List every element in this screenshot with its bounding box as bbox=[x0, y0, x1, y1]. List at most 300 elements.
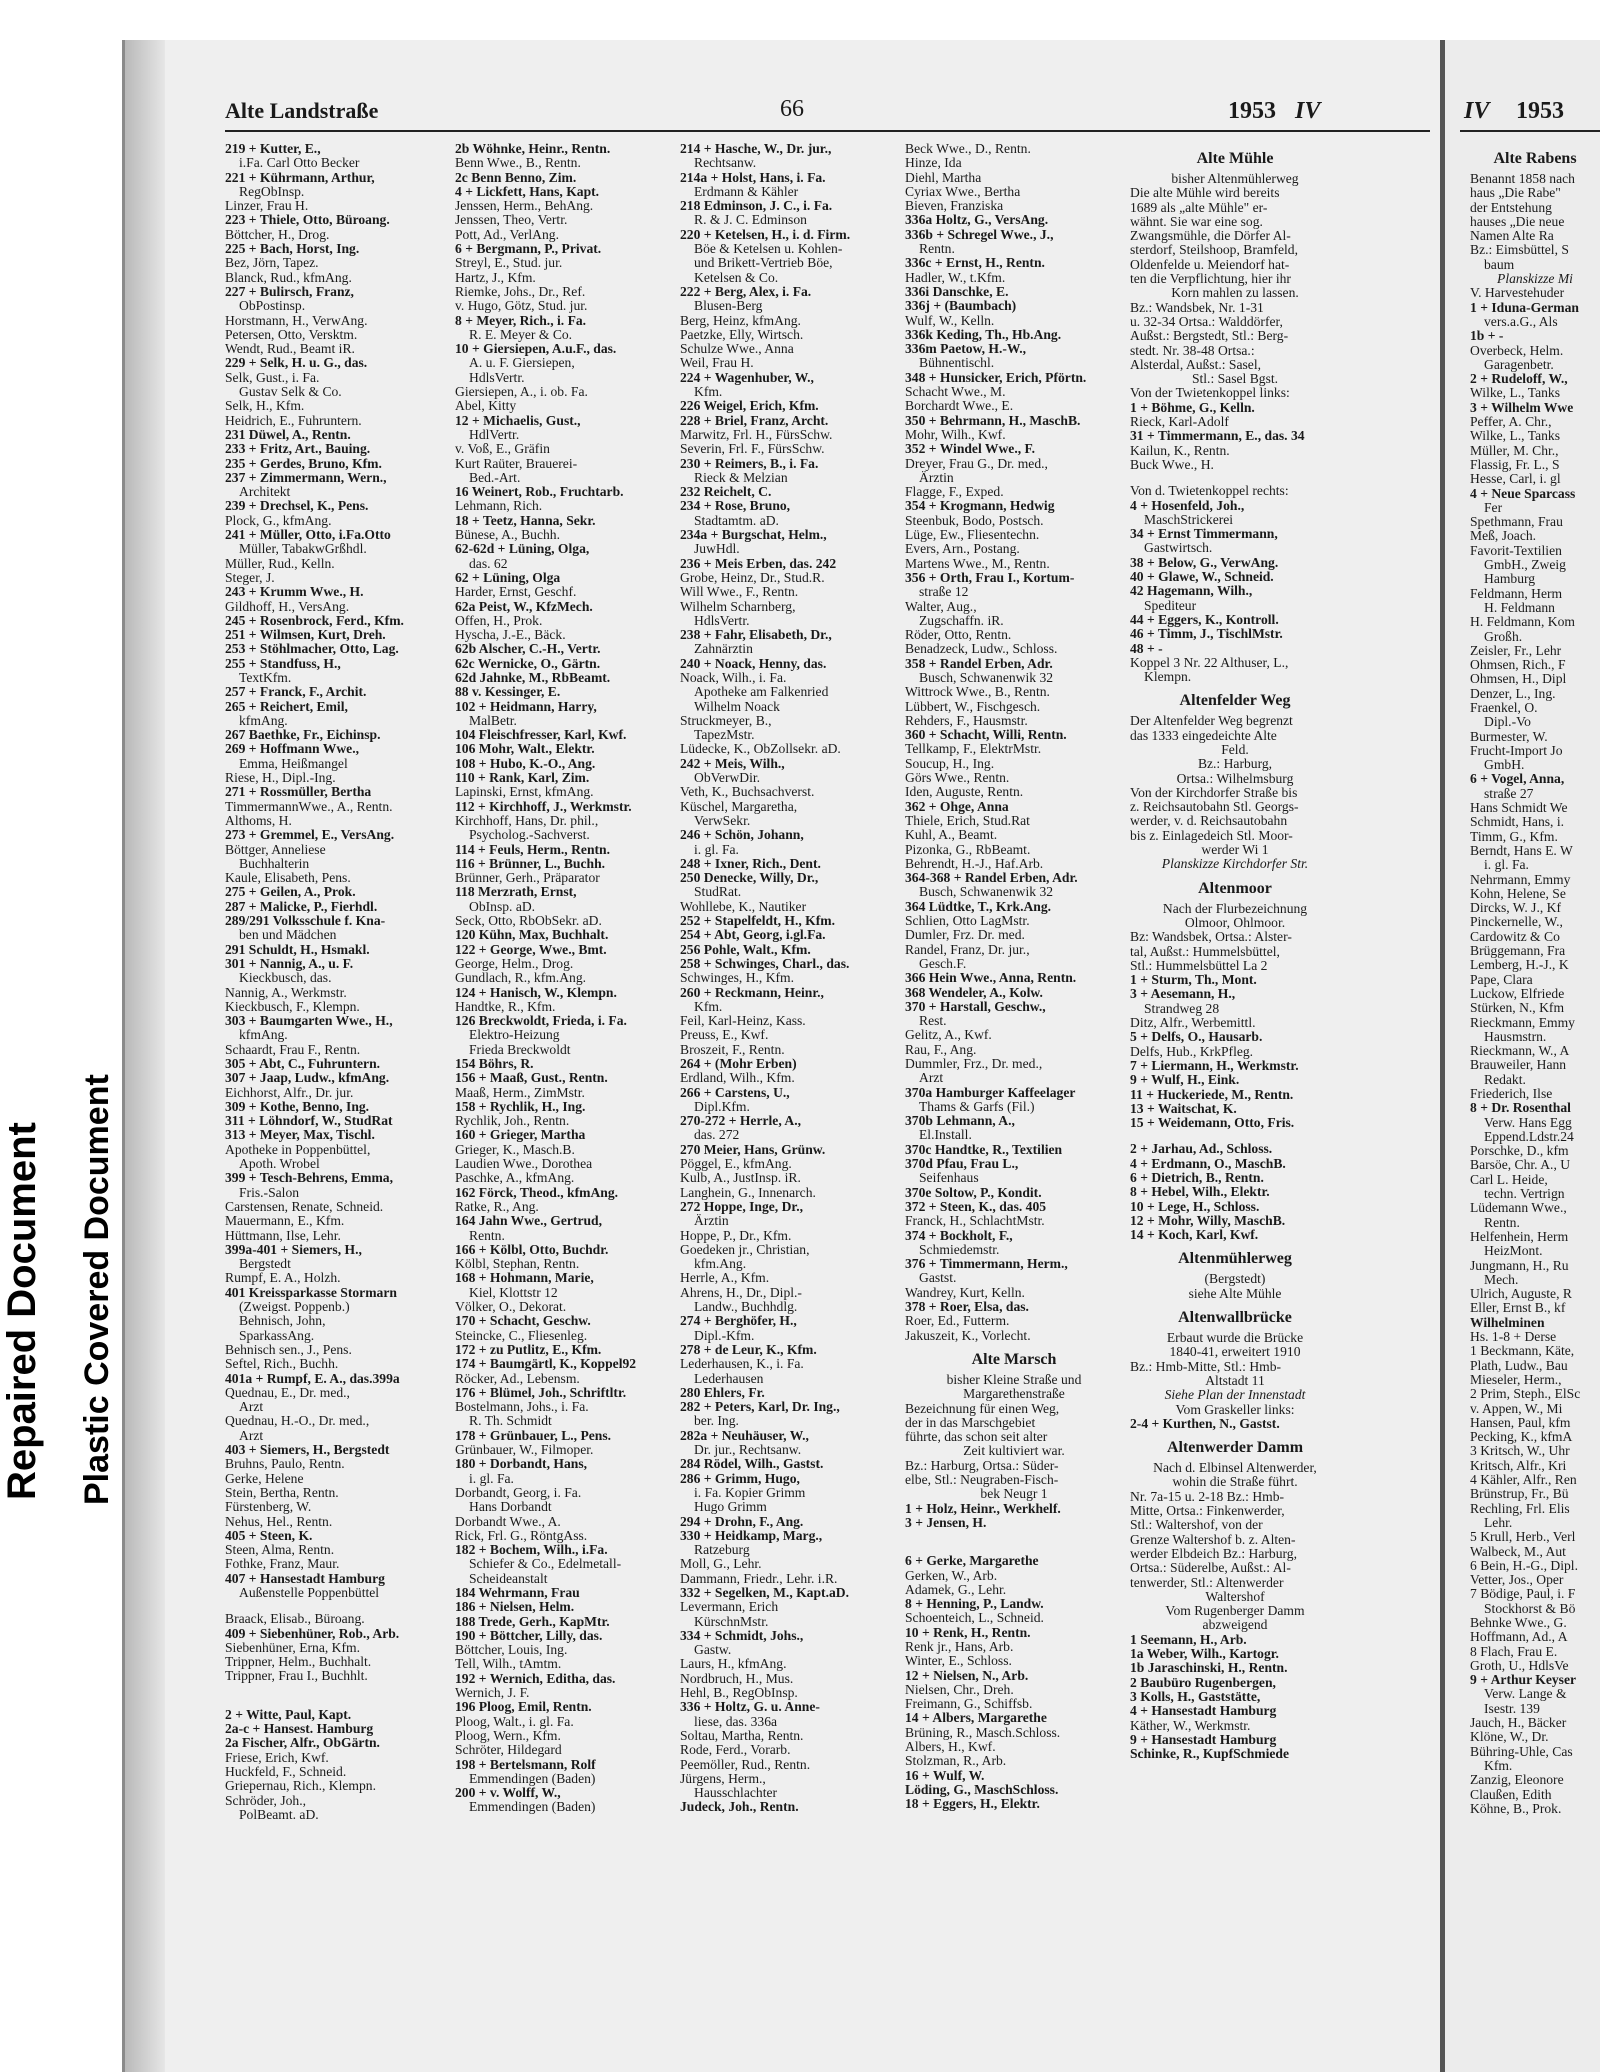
directory-entry: Hugo Grimm bbox=[694, 1500, 767, 1515]
directory-entry: Arzt bbox=[239, 1400, 264, 1415]
directory-entry: i. Fa. Kopier Grimm bbox=[694, 1485, 806, 1500]
directory-entry: 225 + Bach, Horst, Ing. bbox=[225, 242, 360, 257]
directory-entry: 336a Holtz, G., VersAng. bbox=[905, 213, 1049, 228]
directory-entry: Brüggemann, Fra bbox=[1470, 944, 1566, 959]
directory-entry: Erdmann & Kähler bbox=[694, 184, 799, 199]
directory-entry: MalBetr. bbox=[469, 713, 517, 728]
directory-entry: 42 Hagemann, Wilh., bbox=[1130, 584, 1253, 599]
directory-entry: 258 + Schwinges, Charl., das. bbox=[680, 956, 850, 971]
directory-entry: Müller, Rud., Kelln. bbox=[225, 556, 335, 571]
directory-entry: 2 Baubüro Rugenbergen, bbox=[1130, 1675, 1276, 1690]
directory-entry: Nehrmann, Emmy bbox=[1470, 872, 1571, 887]
directory-entry: ObPostinsp. bbox=[239, 299, 306, 314]
street-heading: Altenwerder Damm bbox=[1166, 1439, 1304, 1457]
directory-entry: 40 + Glawe, W., Schneid. bbox=[1130, 570, 1274, 585]
directory-entry: Thams & Garfs (Fil.) bbox=[919, 1099, 1035, 1114]
directory-entry: Brüning, R., Masch.Schloss. bbox=[905, 1725, 1061, 1740]
directory-entry: Ploog, Walt., i. gl. Fa. bbox=[455, 1714, 574, 1729]
directory-entry: 232 Reichelt, C. bbox=[680, 485, 772, 500]
directory-entry: Eppend.Ldstr.24 bbox=[1484, 1129, 1574, 1144]
directory-entry: 4 + Hansestadt Hamburg bbox=[1130, 1704, 1277, 1719]
directory-entry: 2 + Rudeloff, W., bbox=[1470, 372, 1568, 387]
directory-entry: 5 Krull, Herb., Verl bbox=[1470, 1530, 1576, 1545]
directory-entry: Architekt bbox=[239, 485, 291, 500]
directory-entry: Dr. jur., Rechtsanw. bbox=[694, 1443, 802, 1458]
directory-entry: Löding, G., MaschSchloss. bbox=[905, 1782, 1059, 1797]
directory-entry: Laurs, H., kfmAng. bbox=[680, 1657, 787, 1672]
directory-entry: 221 + Kührmann, Arthur, bbox=[225, 170, 375, 185]
spacer bbox=[225, 1600, 443, 1612]
directory-entry: Wernich, J. F. bbox=[455, 1686, 530, 1701]
spacer bbox=[225, 1696, 443, 1708]
directory-entry: Pecking, K., kfmA bbox=[1470, 1430, 1573, 1445]
repaired-document-label: Repaired Document bbox=[0, 1122, 44, 1500]
directory-entry: 218 Edminson, J. C., i. Fa. bbox=[680, 199, 833, 214]
directory-entry: Gastw. bbox=[694, 1643, 732, 1658]
directory-entry: i. gl. Fa. bbox=[694, 842, 739, 857]
directory-entry: 164 Jahn Wwe., Gertrud, bbox=[455, 1214, 603, 1229]
directory-entry: Grünbauer, W., Filmoper. bbox=[455, 1443, 594, 1458]
directory-entry: 378 + Roer, Elsa, das. bbox=[905, 1300, 1029, 1315]
directory-entry: Frieda Breckwoldt bbox=[469, 1042, 571, 1057]
directory-entry: Hinze, Ida bbox=[905, 156, 962, 171]
directory-entry: 220 + Ketelsen, H., i. d. Firm. bbox=[680, 227, 851, 242]
directory-entry: 401 Kreissparkasse Stormarn bbox=[225, 1285, 397, 1300]
directory-entry: Selk, Gust., i. Fa. bbox=[225, 370, 320, 385]
directory-entry: 214 + Hasche, W., Dr. jur., bbox=[680, 142, 832, 156]
directory-entry: Planskizze Kirchdorfer Str. bbox=[1161, 857, 1309, 872]
directory-entry: Böttcher, H., Drog. bbox=[225, 227, 330, 242]
directory-entry: 8 Flach, Frau E. bbox=[1470, 1644, 1558, 1659]
directory-entry: Siebenhüner, Erna, Kfm. bbox=[225, 1640, 360, 1655]
directory-entry: 120 Kühn, Max, Buchhalt. bbox=[455, 928, 609, 943]
directory-entry: Walter, Aug., bbox=[905, 599, 977, 614]
directory-entry: 278 + de Leur, K., Kfm. bbox=[680, 1342, 817, 1357]
directory-entry: 176 + Blümel, Joh., Schriftltr. bbox=[455, 1385, 627, 1400]
directory-entry: 336i Danschke, E. bbox=[905, 284, 1009, 299]
directory-entry: Emmendingen (Baden) bbox=[469, 1800, 596, 1815]
directory-entry: straße 27 bbox=[1484, 786, 1534, 801]
directory-entry: 284 Rödel, Wilh., Gastst. bbox=[680, 1457, 824, 1472]
directory-entry: Blusen-Berg bbox=[694, 299, 763, 314]
directory-entry: 4 Kähler, Alfr., Ren bbox=[1470, 1473, 1577, 1488]
directory-entry: Böttger, Anneliese bbox=[225, 842, 326, 857]
directory-entry: das. 272 bbox=[694, 1128, 740, 1143]
directory-entry: 356 + Orth, Frau I., Kortum- bbox=[905, 570, 1075, 585]
directory-entry: Jenssen, Herm., BehAng. bbox=[455, 199, 594, 214]
directory-entry: werder Wi 1 bbox=[1201, 843, 1269, 858]
directory-entry: 242 + Meis, Wilh., bbox=[680, 756, 785, 771]
directory-entry: Timm, G., Kfm. bbox=[1470, 829, 1558, 844]
directory-entry: v. Voß, E., Gräfin bbox=[455, 442, 550, 457]
directory-entry: Görs Wwe., Rentn. bbox=[905, 771, 1010, 786]
directory-entry: 2-4 + Kurthen, N., Gastst. bbox=[1130, 1416, 1280, 1431]
directory-entry: 44 + Eggers, K., Kontroll. bbox=[1130, 612, 1279, 627]
directory-entry: Psycholog.-Sachverst. bbox=[469, 828, 590, 843]
directory-entry: Die alte Mühle wird bereits bbox=[1130, 186, 1280, 201]
directory-entry: Kuhl, A., Beamt. bbox=[905, 828, 998, 843]
spacer bbox=[225, 1684, 443, 1696]
directory-entry: 154 Böhrs, R. bbox=[455, 1057, 534, 1071]
column-2 bbox=[455, 142, 673, 1815]
directory-entry: (Zweigst. Poppenb.) bbox=[239, 1300, 350, 1315]
directory-entry: Apoth. Wrobel bbox=[239, 1157, 320, 1172]
directory-entry: Claußen, Edith bbox=[1470, 1787, 1552, 1802]
directory-entry: Gerke, Helene bbox=[225, 1471, 304, 1486]
directory-entry: 252 + Stapelfeldt, H., Kfm. bbox=[680, 914, 836, 929]
directory-entry: 10 + Renk, H., Rentn. bbox=[905, 1625, 1031, 1640]
directory-entry: 336 + Holtz, G. u. Anne- bbox=[680, 1700, 820, 1715]
directory-entry: Cyriax Wwe., Bertha bbox=[905, 184, 1021, 199]
header-part-number: IV bbox=[1295, 98, 1321, 124]
directory-entry: 13 + Waitschat, K. bbox=[1130, 1101, 1237, 1116]
directory-entry: Zwangsmühle, die Dörfer Al- bbox=[1130, 229, 1291, 244]
directory-entry: Rechling, Frl. Elis bbox=[1470, 1501, 1570, 1516]
spacer bbox=[1130, 472, 1340, 484]
directory-entry: Schlien, Otto LagMstr. bbox=[905, 914, 1030, 929]
directory-entry: 401a + Rumpf, E. A., das.399a bbox=[225, 1371, 400, 1386]
directory-entry: Rest. bbox=[919, 1014, 947, 1029]
directory-entry: Marwitz, Frl. H., FürsSchw. bbox=[680, 427, 833, 442]
directory-entry: Müller, M. Chr., bbox=[1470, 443, 1559, 458]
directory-entry: Hyscha, J.-E., Bäck. bbox=[455, 628, 566, 643]
directory-entry: Severin, Frl. F., FürsSchw. bbox=[680, 442, 825, 457]
directory-entry: Stürken, N., Kfm bbox=[1470, 1001, 1565, 1016]
directory-entry: haus „Die Rabe" bbox=[1470, 186, 1561, 201]
directory-entry: Bz.: Wandsbek, Nr. 1-31 bbox=[1130, 300, 1264, 315]
directory-entry: 282 + Peters, Karl, Dr. Ing., bbox=[680, 1400, 840, 1415]
directory-entry: 250 Denecke, Willy, Dr., bbox=[680, 871, 819, 886]
directory-entry: 301 + Nannig, A., u. F. bbox=[225, 956, 354, 971]
directory-entry: Brünstrup, Fr., Bü bbox=[1470, 1487, 1569, 1502]
directory-entry: Nannig, A., Werkmstr. bbox=[225, 985, 347, 1000]
directory-entry: Spediteur bbox=[1144, 598, 1197, 613]
directory-entry: Wittrock Wwe., B., Rentn. bbox=[905, 685, 1050, 700]
directory-entry: Ratke, R., Ang. bbox=[455, 1199, 539, 1214]
directory-entry: 253 + Stöhlmacher, Otto, Lag. bbox=[225, 642, 399, 657]
directory-entry: Bz.: Hmb-Mitte, Stl.: Hmb- bbox=[1130, 1359, 1282, 1374]
directory-entry: 289/291 Volksschule f. Kna- bbox=[225, 914, 386, 929]
directory-entry: Overbeck, Helm. bbox=[1470, 343, 1564, 358]
directory-entry: Ohmsen, Rich., F bbox=[1470, 658, 1566, 673]
directory-entry: Horstmann, H., VerwAng. bbox=[225, 313, 368, 328]
directory-entry: 336c + Ernst, H., Rentn. bbox=[905, 256, 1045, 271]
directory-entry: Bostelmann, Johs., i. Fa. bbox=[455, 1400, 589, 1415]
directory-entry: 174 + Baumgärtl, K., Koppel92 bbox=[455, 1357, 637, 1372]
directory-entry: Müller, TabakwGrßhdl. bbox=[239, 542, 367, 557]
directory-entry: 370a Hamburger Kaffeelager bbox=[905, 1085, 1076, 1100]
directory-entry: 270 Meier, Hans, Grünw. bbox=[680, 1142, 826, 1157]
directory-entry: Dammann, Friedr., Lehr. i.R. bbox=[680, 1571, 838, 1586]
directory-entry: Lübbert, W., Fischgesch. bbox=[905, 699, 1041, 714]
street-heading: Alte Rabens bbox=[1493, 150, 1577, 167]
directory-entry: 280 Ehlers, Fr. bbox=[680, 1385, 765, 1400]
directory-entry: 1689 als „alte Mühle" er- bbox=[1130, 200, 1268, 215]
directory-entry: 180 + Dorbandt, Hans, bbox=[455, 1457, 588, 1472]
directory-entry: Lüdemann Wwe., bbox=[1470, 1201, 1567, 1216]
directory-entry: 366 Hein Wwe., Anna, Rentn. bbox=[905, 971, 1077, 986]
directory-entry: ben und Mädchen bbox=[239, 928, 337, 943]
directory-entry: 8 + Hebel, Wilh., Elektr. bbox=[1130, 1185, 1270, 1200]
column-1 bbox=[225, 142, 443, 1822]
spacer bbox=[1130, 1130, 1340, 1142]
directory-entry: Preuss, E., Kwf. bbox=[680, 1028, 769, 1043]
directory-entry: Lapinski, Ernst, kfmAng. bbox=[455, 785, 594, 800]
directory-entry: Steenbuk, Bodo, Postsch. bbox=[905, 513, 1044, 528]
directory-entry: R. Th. Schmidt bbox=[469, 1414, 552, 1429]
directory-entry: 222 + Berg, Alex, i. Fa. bbox=[680, 284, 812, 299]
directory-entry: Der Altenfelder Weg begrenzt bbox=[1130, 714, 1293, 729]
directory-entry: Steincke, C., Fliesenleg. bbox=[455, 1328, 588, 1343]
directory-entry: ber. Ing. bbox=[694, 1414, 739, 1429]
directory-entry: 311 + Löhndorf, W., StudRat bbox=[225, 1114, 393, 1129]
directory-entry: Petersen, Otto, Versktm. bbox=[225, 327, 358, 342]
directory-entry: 6 + Bergmann, P., Privat. bbox=[455, 242, 602, 257]
directory-entry: Behrendt, H.-J., Haf.Arb. bbox=[905, 856, 1044, 871]
directory-entry: Riemke, Johs., Dr., Ref. bbox=[455, 284, 586, 299]
directory-entry: 1b + - bbox=[1470, 329, 1504, 344]
directory-entry: 62d Jahnke, M., RbBeamt. bbox=[455, 670, 611, 685]
street-heading: Alte Marsch bbox=[971, 1350, 1057, 1368]
directory-entry: Hehl, B., RegObInsp. bbox=[680, 1686, 798, 1701]
directory-entry: Dipl.-Kfm. bbox=[694, 1328, 755, 1343]
directory-entry: Schoenteich, L., Schneid. bbox=[905, 1611, 1044, 1626]
directory-entry: Verw. Hans Egg bbox=[1484, 1115, 1572, 1130]
directory-entry: Ortsa.: Süderelbe, Außst.: Al- bbox=[1130, 1561, 1291, 1576]
header-street-name: Alte Landstraße bbox=[225, 98, 379, 123]
directory-entry: GmbH., Zweig bbox=[1484, 558, 1566, 573]
directory-entry: Hoppe, P., Dr., Kfm. bbox=[680, 1228, 792, 1243]
facing-page-header bbox=[1460, 96, 1600, 132]
directory-entry: Altstadt 11 bbox=[1205, 1373, 1265, 1388]
directory-entry: 370b Lehmann, A., bbox=[905, 1114, 1015, 1129]
directory-entry: 226 Weigel, Erich, Kfm. bbox=[680, 399, 819, 414]
directory-entry: und Brikett-Vertrieb Böe, bbox=[694, 256, 833, 271]
directory-entry: kfm.Ang. bbox=[694, 1257, 747, 1272]
directory-entry: 16 + Wulf, W. bbox=[905, 1768, 985, 1783]
directory-entry: Paschke, A., kfmAng. bbox=[455, 1171, 575, 1186]
directory-entry: 251 + Wilmsen, Kurt, Dreh. bbox=[225, 628, 386, 643]
directory-entry: El.Install. bbox=[919, 1128, 972, 1143]
directory-entry: Kulb, A., JustInsp. iR. bbox=[680, 1171, 801, 1186]
directory-entry: HdlsVertr. bbox=[469, 370, 525, 385]
directory-entry: 38 + Below, G., VerwAng. bbox=[1130, 555, 1279, 570]
directory-entry: Meß, Joach. bbox=[1470, 529, 1537, 544]
directory-entry: bisher Kleine Straße und bbox=[946, 1372, 1082, 1387]
directory-entry: 1 + Böhme, G., Kelln. bbox=[1130, 400, 1255, 415]
directory-entry: Dummler, Frz., Dr. med., bbox=[905, 1057, 1043, 1071]
directory-entry: Behnisch sen., J., Pens. bbox=[225, 1342, 352, 1357]
directory-entry: Zeisler, Fr., Lehr bbox=[1470, 643, 1562, 658]
directory-entry: Bz.: Harburg, bbox=[1197, 757, 1273, 772]
directory-entry: 108 + Hubo, K.-O., Ang. bbox=[455, 756, 596, 771]
directory-entry: 192 + Wernich, Editha, das. bbox=[455, 1671, 616, 1686]
directory-entry: Denzer, L., Ing. bbox=[1470, 686, 1556, 701]
street-heading: Altenfelder Weg bbox=[1179, 692, 1291, 710]
directory-entry: Giersiepen, A., i. ob. Fa. bbox=[455, 385, 588, 400]
directory-entry: 7 + Liermann, H., Werkmstr. bbox=[1130, 1058, 1299, 1073]
directory-entry: 362 + Ohge, Anna bbox=[905, 799, 1009, 814]
directory-entry: Hoffmann, Ad., A bbox=[1470, 1630, 1568, 1645]
directory-entry: Bz.: Eimsbüttel, S bbox=[1470, 243, 1569, 258]
directory-entry: Erbaut wurde die Brücke bbox=[1166, 1331, 1304, 1346]
directory-entry: 8 + Meyer, Rich., i. Fa. bbox=[455, 313, 587, 328]
directory-entry: Mitte, Ortsa.: Finkenwerder, bbox=[1130, 1504, 1285, 1519]
directory-entry: 313 + Meyer, Max, Tischl. bbox=[225, 1128, 375, 1143]
directory-entry: Ärztin bbox=[694, 1214, 729, 1229]
directory-entry: Kohn, Helene, Se bbox=[1470, 886, 1566, 901]
directory-entry: 374 + Bockholt, F., bbox=[905, 1228, 1013, 1243]
directory-entry: 1b Jaraschinski, H., Rentn. bbox=[1130, 1661, 1288, 1676]
directory-entry: 3 + Jensen, H. bbox=[905, 1515, 987, 1530]
directory-entry: Levermann, Erich bbox=[680, 1600, 779, 1615]
directory-entry: Bühnentischl. bbox=[919, 356, 995, 371]
directory-entry: 9 + Hansestadt Hamburg bbox=[1130, 1732, 1277, 1747]
directory-entry: Gesch.F. bbox=[919, 956, 967, 971]
directory-entry: Griepernau, Rich., Klempn. bbox=[225, 1779, 376, 1794]
directory-entry: Köhne, B., Prok. bbox=[1470, 1801, 1562, 1816]
directory-entry: Thiele, Erich, Stud.Rat bbox=[905, 813, 1030, 828]
directory-entry: 2c Benn Benno, Zim. bbox=[455, 170, 577, 185]
directory-entry: StudRat. bbox=[694, 885, 742, 900]
page-number: 66 bbox=[780, 96, 804, 122]
directory-entry: 160 + Grieger, Martha bbox=[455, 1128, 586, 1143]
directory-entry: 405 + Steen, K. bbox=[225, 1528, 313, 1543]
directory-entry: Klöne, W., Dr. bbox=[1470, 1730, 1549, 1745]
directory-entry: 188 Trede, Gerh., KapMtr. bbox=[455, 1614, 610, 1629]
directory-entry: Von der Twietenkoppel links: bbox=[1130, 386, 1290, 401]
directory-entry: 162 Förck, Theod., kfmAng. bbox=[455, 1185, 619, 1200]
directory-entry: Lederhausen bbox=[694, 1371, 764, 1386]
directory-entry: 4 + Erdmann, O., MaschB. bbox=[1130, 1156, 1286, 1171]
directory-entry: 234a + Burgschat, Helm., bbox=[680, 528, 827, 543]
directory-entry: 273 + Gremmel, E., VersAng. bbox=[225, 828, 395, 843]
directory-entry: Borchardt Wwe., E. bbox=[905, 399, 1014, 414]
directory-entry: Rieckmann, Emmy bbox=[1470, 1015, 1575, 1030]
directory-entry: Stein, Bertha, Rentn. bbox=[225, 1485, 339, 1500]
directory-entry: Zahnärztin bbox=[694, 642, 753, 657]
directory-entry: Scheideanstalt bbox=[469, 1571, 548, 1586]
directory-entry: Waltershof bbox=[1205, 1589, 1265, 1604]
directory-entry: 399 + Tesch-Behrens, Emma, bbox=[225, 1171, 393, 1186]
directory-entry: Kieckbusch, F., Klempn. bbox=[225, 999, 360, 1014]
directory-entry: 18 + Eggers, H., Elektr. bbox=[905, 1797, 1040, 1812]
directory-entry: Noack, Wilh., i. Fa. bbox=[680, 670, 787, 685]
directory-entry: George, Helm., Drog. bbox=[455, 956, 574, 971]
directory-entry: Verw. Lange & bbox=[1484, 1687, 1567, 1702]
directory-entry: 48 + - bbox=[1130, 641, 1163, 656]
directory-entry: 1 Seemann, H., Arb. bbox=[1130, 1632, 1247, 1647]
directory-entry: Brauweiler, Hann bbox=[1470, 1058, 1567, 1073]
directory-entry: Grieger, K., Masch.B. bbox=[455, 1142, 575, 1157]
directory-entry: 126 Breckwoldt, Frieda, i. Fa. bbox=[455, 1014, 627, 1029]
directory-entry: 2a-c + Hansest. Hamburg bbox=[225, 1722, 374, 1737]
directory-entry: Roer, Ed., Futterm. bbox=[905, 1314, 1010, 1329]
directory-entry: Bruhns, Paulo, Rentn. bbox=[225, 1457, 345, 1472]
directory-entry: 255 + Standfuss, H., bbox=[225, 656, 341, 671]
plastic-covered-label: Plastic Covered Document bbox=[78, 1074, 116, 1505]
directory-entry: Luckow, Elfriede bbox=[1470, 986, 1565, 1001]
directory-entry: 286 + Grimm, Hugo, bbox=[680, 1471, 800, 1486]
directory-entry: Garagenbetr. bbox=[1484, 357, 1554, 372]
directory-entry: ten die Verpflichtung, hier ihr bbox=[1130, 272, 1291, 287]
directory-entry: 236 + Meis Erben, das. 242 bbox=[680, 556, 837, 571]
directory-entry: Küschel, Margaretha, bbox=[680, 799, 798, 814]
directory-entry: Fothke, Franz, Maur. bbox=[225, 1557, 340, 1572]
directory-entry: 15 + Weidemann, Otto, Fris. bbox=[1130, 1116, 1295, 1131]
directory-entry: 274 + Berghöfer, H., bbox=[680, 1314, 797, 1329]
directory-entry: Riese, H., Dipl.-Ing. bbox=[225, 771, 336, 786]
directory-entry: Oldenfelde u. Meiendorf hat- bbox=[1130, 257, 1290, 272]
directory-entry: TimmermannWwe., A., Rentn. bbox=[225, 799, 393, 814]
directory-entry: 5 + Delfs, O., Hausarb. bbox=[1130, 1030, 1263, 1045]
directory-entry: 272 Hoppe, Inge, Dr., bbox=[680, 1199, 803, 1214]
directory-entry: 370c Handtke, R., Textilien bbox=[905, 1142, 1063, 1157]
directory-entry: Grenze Waltershof b. z. Alten- bbox=[1130, 1532, 1296, 1547]
directory-entry: Röder, Otto, Rentn. bbox=[905, 628, 1012, 643]
directory-entry: 4 + Lickfett, Hans, Kapt. bbox=[455, 184, 600, 199]
directory-entry: 219 + Kutter, E., bbox=[225, 142, 321, 156]
directory-entry: Lehr. bbox=[1484, 1515, 1513, 1530]
directory-entry: Rentn. bbox=[469, 1228, 505, 1243]
directory-entry: Peffer, A. Chr., bbox=[1470, 415, 1552, 430]
directory-entry: Berg, Heinz, kfmAng. bbox=[680, 313, 801, 328]
directory-entry: 303 + Baumgarten Wwe., H., bbox=[225, 1014, 393, 1029]
directory-entry: siehe Alte Mühle bbox=[1188, 1286, 1282, 1301]
directory-entry: 62c Wernicke, O., Gärtn. bbox=[455, 656, 601, 671]
directory-entry: TextKfm. bbox=[239, 670, 292, 685]
facing-year: 1953 bbox=[1516, 98, 1564, 124]
directory-entry: Wandrey, Kurt, Kelln. bbox=[905, 1285, 1025, 1300]
directory-entry: Schacht Wwe., M. bbox=[905, 385, 1006, 400]
directory-entry: 223 + Thiele, Otto, Büroang. bbox=[225, 213, 390, 228]
directory-entry: Rieck & Melzian bbox=[694, 470, 788, 485]
directory-entry: RegObInsp. bbox=[239, 184, 305, 199]
directory-entry: Rick, Frl. G., RöntgAss. bbox=[455, 1528, 588, 1543]
directory-entry: 1 + Iduna-German bbox=[1470, 300, 1579, 315]
directory-entry: Bünese, A., Buchh. bbox=[455, 528, 560, 543]
directory-entry: Siehe Plan der Innenstadt bbox=[1164, 1388, 1306, 1403]
directory-entry: Burmester, W. bbox=[1470, 729, 1548, 744]
directory-entry: Mauermann, E., Kfm. bbox=[225, 1214, 345, 1229]
directory-entry: Jakuszeit, K., Vorlecht. bbox=[905, 1328, 1031, 1343]
directory-entry: Steger, J. bbox=[225, 570, 275, 585]
directory-entry: Von d. Twietenkoppel rechts: bbox=[1130, 484, 1289, 499]
directory-entry: Pott, Ad., VerlAng. bbox=[455, 227, 559, 242]
directory-entry: 114 + Feuls, Herm., Rentn. bbox=[455, 842, 611, 857]
directory-entry: Bed.-Art. bbox=[469, 470, 521, 485]
directory-entry: Nehus, Hel., Rentn. bbox=[225, 1514, 333, 1529]
directory-entry: wähnt. Sie war eine sog. bbox=[1130, 214, 1263, 229]
directory-entry: 196 Ploog, Emil, Rentn. bbox=[455, 1700, 592, 1715]
directory-entry: Plath, Ludw., Bau bbox=[1470, 1358, 1568, 1373]
directory-entry: Landw., Buchhdlg. bbox=[694, 1300, 798, 1315]
directory-entry: Alsterdal, Außst.: Sasel, bbox=[1130, 357, 1262, 372]
directory-entry: Bezeichnung für einen Weg, bbox=[905, 1401, 1060, 1416]
directory-entry: Feld. bbox=[1221, 742, 1249, 757]
directory-entry: Gildhoff, H., VersAng. bbox=[225, 599, 350, 614]
directory-entry: Von der Kirchdorfer Straße bis bbox=[1130, 785, 1298, 800]
directory-entry: Außst.: Bergstedt, Stl.: Berg- bbox=[1130, 329, 1289, 344]
directory-entry: 336m Paetow, H.-W., bbox=[905, 342, 1027, 357]
directory-entry: R. & J. C. Edminson bbox=[694, 213, 807, 228]
directory-entry: Jauch, H., Bäcker bbox=[1470, 1716, 1567, 1731]
directory-entry: 275 + Geilen, A., Prok. bbox=[225, 885, 356, 900]
directory-entry: 3 Kritsch, W., Uhr bbox=[1470, 1444, 1570, 1459]
directory-entry: Bez, Jörn, Tapez. bbox=[225, 256, 319, 271]
directory-entry: Dipl.Kfm. bbox=[694, 1099, 750, 1114]
directory-entry: Wulf, W., Kelln. bbox=[905, 313, 995, 328]
